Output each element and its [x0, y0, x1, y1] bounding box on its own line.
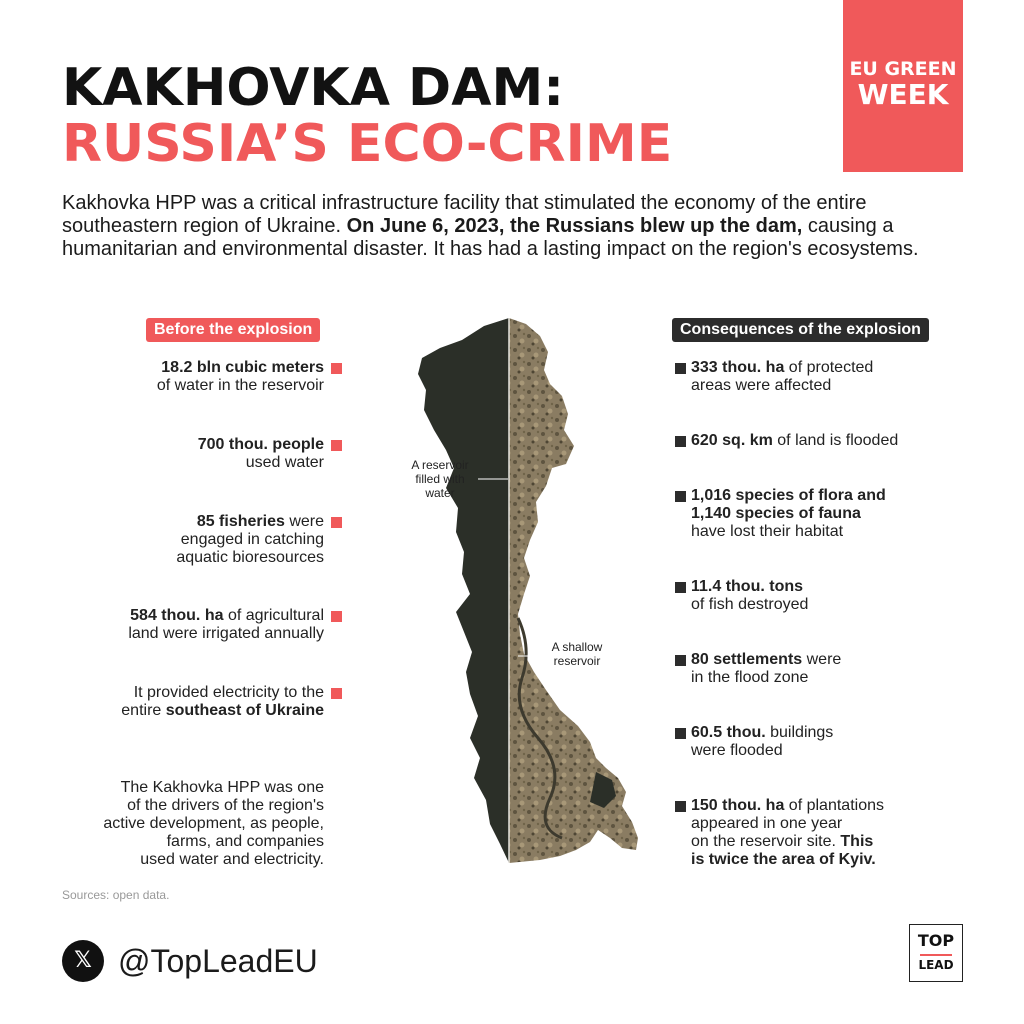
consequence-7-text-1: of plantations [784, 797, 884, 814]
reservoir-satellite-map [400, 318, 640, 863]
before-item-2-bold: 700 thou. people [197, 436, 324, 453]
before-item-2 [198, 436, 324, 472]
annotation-shallow-reservoir [544, 640, 610, 668]
consequence-item-5 [691, 651, 841, 687]
before-item-1-bold: 18.2 bln cubic meters [161, 359, 324, 376]
bullet-square-icon [675, 655, 686, 666]
before-item-4 [128, 607, 324, 643]
annotation-shallow-line-1: A shallow [551, 640, 603, 654]
consequences-label: Consequences of the explosion [672, 318, 929, 342]
consequence-item-3 [691, 487, 886, 541]
logo-top-text: TOP [917, 931, 955, 950]
eu-green-week-badge [843, 0, 963, 172]
consequence-5-text-1: were [802, 651, 842, 668]
intro-bold: On June 6, 2023, the Russians blew up the dam, [346, 215, 803, 237]
before-item-3-text-2: engaged in catching [180, 531, 324, 548]
bullet-square-icon [675, 491, 686, 502]
bullet-square-icon [675, 728, 686, 739]
intro-part-1: Kakhovka HPP was a critical infrastructure facility that stimulated the economy of the entire southeastern region of Ukraine. [62, 192, 867, 237]
consequence-2-bold: 620 sq. km [691, 432, 773, 449]
consequence-7-bold-1: 150 thou. ha [691, 797, 785, 814]
bullet-square-icon [675, 436, 686, 447]
consequence-7-bold-3: is twice the area of Kyiv. [691, 851, 876, 868]
before-item-4-bold: 584 thou. ha [130, 607, 224, 624]
before-item-5-text-1: It provided electricity to the [133, 684, 324, 701]
intro-part-2: causing a humanitarian and environmental disaster. It has had a lasting impact on the region's ecosystems. [62, 215, 919, 260]
bullet-square-icon [331, 611, 342, 622]
shallow-reservoir-shape [509, 318, 638, 863]
before-item-4-text-1: of agricultural [223, 607, 324, 624]
before-label: Before the explosion [146, 318, 320, 342]
badge-line-2: WEEK [857, 78, 949, 111]
bullet-square-icon [331, 688, 342, 699]
full-reservoir-shape [418, 318, 509, 863]
consequence-item-6 [691, 724, 833, 760]
intro-paragraph [62, 192, 962, 261]
before-item-3-bold: 85 fisheries [196, 513, 285, 530]
before-item-5 [121, 684, 324, 720]
consequence-7-text-2: appeared in one year [691, 815, 843, 832]
before-item-3 [176, 513, 324, 567]
consequence-4-text: of fish destroyed [691, 596, 809, 613]
consequence-5-text-2: in the flood zone [691, 669, 809, 686]
consequence-6-text-1: buildings [765, 724, 834, 741]
consequence-3-text: have lost their habitat [691, 523, 844, 540]
consequence-1-bold: 333 thou. ha [691, 359, 785, 376]
consequence-item-1 [691, 359, 873, 395]
before-item-1 [157, 359, 324, 395]
before-summary [103, 779, 324, 869]
annotation-full-line-3: water [425, 486, 455, 500]
consequence-3-bold-1: 1,016 species of flora and [691, 487, 886, 504]
bullet-square-icon [331, 517, 342, 528]
consequence-6-text-2: were flooded [691, 742, 783, 759]
consequence-item-4 [691, 578, 808, 614]
logo-divider [920, 954, 952, 956]
annotation-full-line-2: filled with [415, 472, 465, 486]
logo-bottom-text: LEAD [918, 958, 954, 972]
consequence-5-bold: 80 settlements [691, 651, 803, 668]
title-line-1: KAKHOVKA DAM: [62, 58, 564, 118]
before-item-2-text: used water [245, 454, 324, 471]
bullet-square-icon [675, 801, 686, 812]
before-item-3-text-1: were [284, 513, 324, 530]
badge-line-1: EU GREEN [849, 58, 957, 80]
consequence-7-text-3: on the reservoir site. [691, 833, 841, 850]
consequence-7-bold-2: This [840, 833, 874, 850]
before-item-4-text-2: land were irrigated annually [128, 625, 324, 642]
summary-line-1: The Kakhovka HPP was one [120, 779, 324, 796]
consequence-4-bold: 11.4 thou. tons [691, 578, 804, 595]
annotation-shallow-line-2: reservoir [553, 654, 601, 668]
consequence-6-bold: 60.5 thou. [691, 724, 766, 741]
bullet-square-icon [331, 363, 342, 374]
summary-line-3: active development, as people, [103, 815, 324, 832]
title-line-2: RUSSIA’S ECO-CRIME [62, 114, 673, 174]
social-handle[interactable]: @TopLeadEU [118, 943, 318, 979]
summary-line-5: used water and electricity. [140, 851, 324, 868]
bullet-square-icon [331, 440, 342, 451]
before-item-5-text-2: entire [121, 702, 166, 719]
consequence-1-text-2: areas were affected [691, 377, 832, 394]
before-item-1-text: of water in the reservoir [156, 377, 324, 394]
consequence-3-bold-2: 1,140 species of fauna [691, 505, 861, 522]
before-item-3-text-3: aquatic bioresources [176, 549, 324, 566]
consequence-2-text-1: of land is flooded [772, 432, 899, 449]
bullet-square-icon [675, 582, 686, 593]
consequence-item-2 [691, 432, 898, 450]
sources-note: Sources: open data. [62, 888, 170, 902]
bullet-square-icon [675, 363, 686, 374]
before-item-5-bold: southeast of Ukraine [165, 702, 324, 719]
x-logo-icon[interactable]: 𝕏 [62, 940, 104, 982]
consequence-item-7 [691, 797, 884, 869]
summary-line-2: of the drivers of the region's [127, 797, 324, 814]
annotation-full-line-1: A reservoir [411, 458, 469, 472]
top-lead-logo [909, 924, 963, 982]
consequence-1-text-1: of protected [784, 359, 874, 376]
summary-line-4: farms, and companies [166, 833, 324, 850]
annotation-full-reservoir [402, 458, 478, 500]
